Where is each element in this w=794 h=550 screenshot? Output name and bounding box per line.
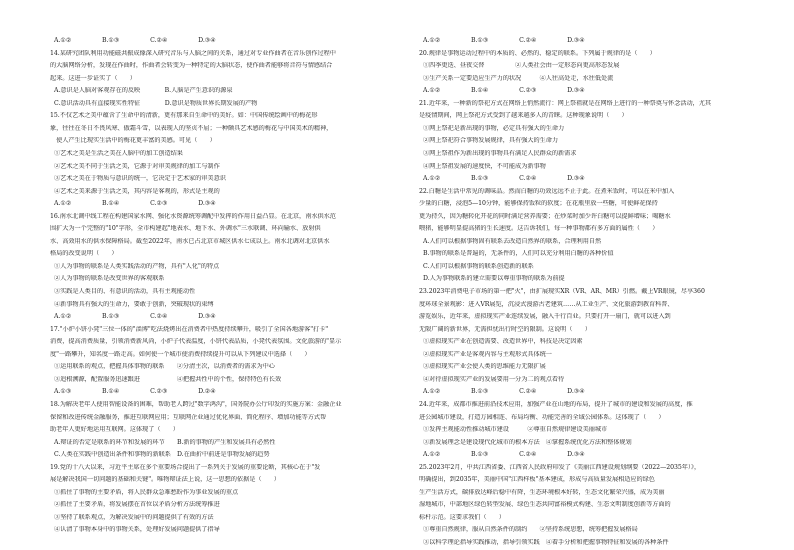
- answer-option-line: B.事物的联系是普遍的，无条件的，人们可以充分利用白糖的各种价值: [423, 250, 614, 258]
- question-text-line: 的大脑网络分析，发现在作曲时，作曲者会转变为一种特定的大脑状态，使作曲者能够将音符与情感结合: [50, 62, 333, 70]
- question-text-line: 15.不仅艺术之美中蕴含了生命中的清新，更有那来自生命中的美好。如：中国传统绘画中的梅花形: [50, 112, 318, 120]
- question-text-line: 21.近年来，一种新的祭祀方式在网络上悄然流行：网上祭祖就是在网络上进行的一种祭奠与怀念活动，尤其: [419, 99, 712, 107]
- answer-option-line: ①抓住了事物的主要矛盾，将人民群众急难愁盼作为事业发展的重点: [54, 488, 239, 496]
- question-text-line: 无限广阔的新世界，无需担忧出行时空的限制。这说明（ ）: [419, 325, 591, 333]
- answer-option-line: ③实践是人类目的、有意识的活动，具有主观能动性: [54, 288, 196, 295]
- answer-option-line: ③虚拟现实产业会使人类的思维能力无限扩展: [423, 363, 546, 371]
- answer-option-line: ①虚拟现实产业在创造需要、改造世界中，科技是决定因素: [423, 338, 583, 346]
- question-text-line: 保留和改进传统金融服务，推进互联网应用；互联网企业通过优化界面、简化程序、增加功能等方式帮: [50, 413, 327, 421]
- answer-option-line: ④认清了事物本身中的事物关系，处理好发展问题提供了指导: [54, 526, 220, 534]
- answer-option-line: ④艺术之美来源于生活之美，其内容是客观的，形式是主观的: [54, 187, 220, 195]
- answer-option-line: ③生产关系一定要适应生产力的状况 ④人往高处走，水往低处流: [423, 74, 614, 82]
- question-text-line: 19.党的十八大以来，习近平主席在多个重要场合提出了一系列关于发展的重要论断，其核心在于"发: [50, 463, 321, 471]
- question-text-line: 16.南水北调中线工程在构建国家水网、强化水资源统筹调配中发挥的作用日益凸显。在北京，南水供水范: [50, 212, 336, 220]
- answer-option-line: ①运用联系的观点，把握具体事物的联系 ②分清主次，以消费者的需求为中心: [54, 363, 275, 371]
- question-text-line: 度"一路攀升，知名度一路走高。如何使一个城市使消费持续提升可以从下列建议中选择（ ）: [50, 350, 311, 358]
- question-text-line: 24.近年来，成都市推进前沿技术应用，加强产业在山地的布局，提升了城市的建设和发展的高度，推: [419, 400, 693, 408]
- question-text-line: 标杆示范。这要求我们（ ）: [419, 513, 505, 521]
- question-text-line: 助老年人更好地运用互联网。这体现了（ ）: [50, 426, 179, 434]
- answer-option-line: A.①② B.①③ C.②④ D.③④: [423, 451, 585, 459]
- answer-option-line: ①艺术之美是生活之美在人脑中的加工创造结果: [54, 149, 183, 157]
- answer-option-line: ④网上祭祖发展的速度快，不可能成为新事物: [423, 162, 546, 170]
- question-text-line: 18.为解决老年人使用智能设备的困难，帮助老人跨过"数字鸿沟"，国务院办公厅印发的实施方案：金融企业: [50, 400, 342, 408]
- question-text-line: 20.规律是事物运动过程中的本质的、必然的、稳定的联系。下列属于规律的是（ ）: [419, 49, 656, 57]
- question-text-line: 25.2023年2月，中共江西省委、江西省人民政府印发了《美丽江西建设规划纲要（2022—2035年）》，: [419, 463, 701, 471]
- question-text-line: 22.白糖是生活中常见的调味品。然而白糖的功效远远不止于此。在煮米饭时，可以在米中加入: [419, 187, 675, 195]
- answer-option-line: A.意识是人脑对客观存在的反映 B.人脑是产生意识的源泉: [54, 87, 233, 95]
- question-text-line: 使人产生比现实生活中的梅花更丰富的美感。可见（ ）: [50, 137, 216, 145]
- answer-option-line: ④对待虚拟现实产业的发展要用一分为二的观点看待: [423, 375, 565, 383]
- question-text-line: 喂猪，能够明显提高猪的生长速度。这告诉我们，每一种事物都有多方面的属性（ ）: [419, 225, 659, 233]
- answer-option-line: ①四季更迭、昼夜交替 ②人类社会由一定形态向更高形态发展: [423, 62, 620, 70]
- answer-option-line: ④新事物具有强大的生命力，要敢于创新，突破现状的束缚: [54, 300, 214, 308]
- answer-option-line: A.辩证的否定是联系的环节和发展的环节 B.新的事物的产生和发展具有必然性: [54, 438, 276, 446]
- answer-option-line: A.①② B.①③ C.②④ D.③④: [54, 37, 216, 44]
- question-text-line: 是疫情期间，网上祭祀方式受到了越来越多人的青睐。这种现象说明（ ）: [419, 112, 628, 120]
- answer-option-line: A.①② B.①④ C.②③ D.③④: [54, 200, 216, 208]
- question-text-line: 水、高效用水的供水保障格局。截至2022年，南水已占北京市城区供水七成以上。南水北调对北京供水: [50, 237, 330, 245]
- answer-option-line: ③坚持了联系观点，为解决发展中的问题提供了有效的方法: [54, 513, 214, 521]
- answer-option-line: C.人们可以根据事物的联系创造新的联系: [423, 262, 534, 270]
- answer-option-line: A.①② B.①③ C.②④ D.③④: [423, 175, 585, 183]
- question-text-line: 湿地城市，中部地区绿色转型发展、绿色生态共同富裕模式构建、生态文明制度创新等方面的: [419, 501, 671, 509]
- question-text-line: 消费，提高消费质量，引领消费新风尚，小炉子代表温度，小饼代表品质，小凳代表氛围。文化旅游的"显示: [50, 338, 342, 346]
- question-text-line: 进公园城市建设，打造万园相连、布局均衡、功能完善的全域公园体系。这体现了（ ）: [419, 413, 665, 421]
- answer-option-line: ②艺术之美不同于生活之美，它源于对审美规律的加工与制作: [54, 162, 220, 170]
- question-text-line: 明确提出，到2035年，美丽中国"江西样板"基本建成，形成与高质量发展相适应的绿色: [419, 476, 655, 484]
- answer-option-line: ①发挥主观能动性推动城市建设 ②尊重自然规律建设美丽城市: [423, 426, 608, 434]
- answer-option-line: A.①② B.①④ C.②③ D.③④: [423, 87, 585, 95]
- question-text-line: 23.2023年消费电子市场的第一把"火"，由扩展现实XR（VR、AR、MR）引燃。戴上VR眼镜，尽享360: [419, 288, 705, 295]
- answer-option-line: A.①② B.①③ C.②④ D.③④: [54, 313, 216, 321]
- question-text-line: 生产生活方式，碳排放达峰后稳中有降，生态环境根本好转，生态文化繁荣兴盛，成为美丽: [419, 488, 665, 496]
- answer-option-line: ①人为事物的联系是人类实践活动的产物，具有"人化"的特点: [54, 262, 220, 270]
- right-column: [419, 0, 772, 550]
- answer-option-line: A.①③ B.①④ C.②③ D.②④: [54, 388, 216, 396]
- question-text-line: 围扩大为一个完整的"10"字形，全市构建起"地表水、地下水、外调水"三水联调、环向输水、放射供: [50, 225, 321, 233]
- answer-option-line: C.意识活动具有直接现实性特征 D.意识是物质世界长期发展的产物: [54, 99, 258, 107]
- question-text-line: 格局的改变说明（ ）: [50, 250, 118, 258]
- question-text-line: 游览娱乐，近年来，虚拟现实产业连续发展，融入千行百业。只要打开一扇门，就可以进入到: [419, 313, 671, 321]
- answer-option-line: C.人类在实践中创造出条件和事物的新联系 D.在曲折中前进是事物发展的趋势: [54, 451, 270, 459]
- question-text-line: 度环球全景观影：进入VR展览，沉浸式漫游古老建筑……从工业生产、文化旅游到教育科普、: [419, 300, 674, 308]
- answer-option-line: ③新发展理念是建设现代化城市的根本方法 ④掌握系统优化方法和整体规划: [423, 438, 632, 446]
- left-column: [50, 0, 396, 550]
- answer-option-line: A.人们可以根据事物固有联系去改造自然界的联系，合理利用自然: [423, 237, 602, 245]
- question-text-line: 展是解决我国一切问题的基础和关键"。唯物辩证法上说，这一思想的依据是（ ）: [50, 476, 280, 484]
- answer-option-line: A.①② B.①③ C.②④ D.③④: [423, 37, 585, 44]
- answer-option-line: ③艺术之美在于物质与意识的统一，它决定于艺术家的审美意识: [54, 175, 226, 183]
- answer-option-line: ②抓住了主要矛盾，将发展摆在首位以矛盾分析方法统筹推进: [54, 501, 220, 509]
- answer-option-line: ③追根溯源，配置服务迅速跟进 ④把握共性中的个性，保持特色有长效: [54, 375, 282, 383]
- answer-option-line: ②虚拟现实产业是客观内容与主观形式具体统一: [423, 350, 552, 358]
- answer-option-line: ①网上祭祀是新出现的事物，必定具有强大的生命力: [423, 124, 565, 132]
- answer-option-line: ③网上祭祖作为新出现的事物具有满足人民群众的新需求: [423, 149, 577, 157]
- answer-option-line: A.①② B.①③ C.②④ D.③④: [423, 388, 585, 396]
- question-text-line: 17."小炉小饼小凳"三位一体的"淄博"吃法烧烤出在消费者中热度持续攀升，吸引了全国各地游客"打卡": [50, 325, 329, 333]
- answer-option-line: ③以科学理论指导实践推动，指导引领实践 ④着手分析和把握事物特征和发展的各种条件: [423, 539, 669, 546]
- answer-option-line: ②网上祭祀符合事物发展规律，具有强大的生命力: [423, 137, 559, 145]
- question-text-line: 象，往往在冬日不畏风寒、傲霜斗雪，以表现人的坚贞不屈；一种颇具艺术感的梅花与中国美术的精神，: [50, 124, 333, 132]
- answer-option-line: ①尊重自然规律，服从自然条件的制约 ②坚持系统思想，统筹把握发展格局: [423, 526, 638, 534]
- question-text-line: 更为持久，因为糖转化开花的同时满足营养需要；在炒菜时加少许白糖可以提鲜增味；喝糖水: [419, 212, 671, 220]
- answer-option-line: ②人为事物的联系是改变世界的客观联系: [54, 275, 165, 283]
- answer-option-line: D.人为事物联系的建立需要以尊重事物的联系为前提: [423, 275, 565, 283]
- question-text-line: 起来。这进一步证实了（ ）: [50, 74, 136, 82]
- question-text-line: 14.某研究团队利用功能磁共振成像深入研究音乐与人脑之间的关系，通过对专业作曲者在音乐创作过程中: [50, 49, 336, 57]
- question-text-line: 少量的白糖，浸泡5—10分钟，能够保持饭粒的软度；在花瓶里放一些糖，可使鲜花保持: [419, 200, 658, 208]
